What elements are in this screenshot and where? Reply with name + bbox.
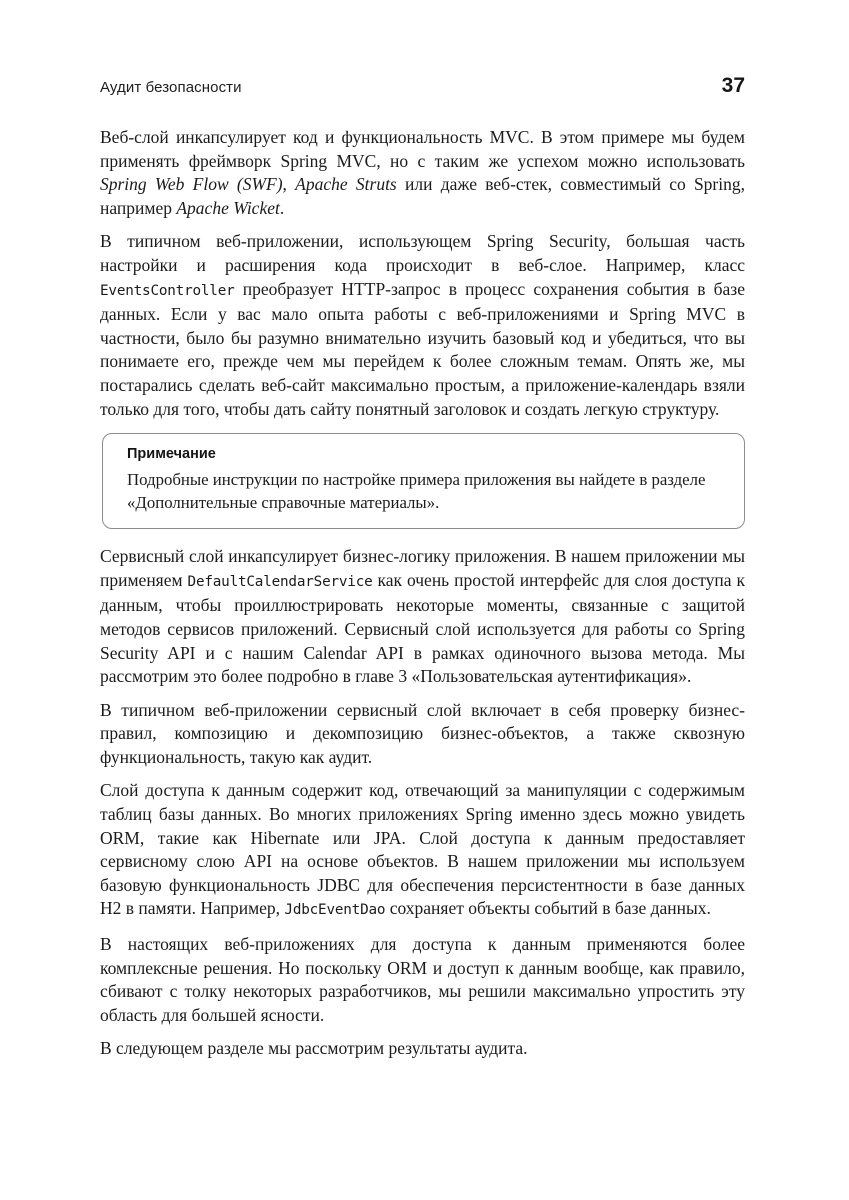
text-run: В настоящих веб-приложениях для доступа к данным применяются более комплексные решения. Но поскольку ORM и доступ к данным вообще, как правило, сбивают с толку некоторых разработчиков, мы решили максимально упростить эту область для большей ясности. xyxy=(100,934,745,1025)
text-run: В типичном веб-приложении сервисный слой включает в себя проверку бизнес-правил, композицию и декомпозицию бизнес-объектов, а также сквозную функциональность, такую как аудит. xyxy=(100,699,745,767)
paragraph xyxy=(100,230,745,421)
note-box xyxy=(102,433,745,529)
paragraph xyxy=(100,699,745,770)
note-text: Подробные инструкции по настройке примера приложения вы найдете в разделе «Дополнительные справочные материалы». xyxy=(127,470,706,512)
italic-text: Apache Wicket xyxy=(176,197,280,218)
text-run: сохраняет объекты событий в базе данных. xyxy=(385,898,711,919)
text-run: преобразует HTTP-запрос в процесс сохранения события в базе данных. Если у вас мало опыта работы с веб-приложениями и Spring MVC в частности, было бы разумно внимательно изучить базовый код и убедиться, что вы понимаете его, прежде чем мы перейдем к более сложным темам. Опять же, мы постарались сделать веб-сайт максимально простым, а приложение-календарь взяли только для того, чтобы дать сайту понятный заголовок и создать легкую структуру. xyxy=(100,278,745,419)
italic-text: Spring Web Flow (SWF) xyxy=(100,174,283,195)
text-run: Слой доступа к данным содержит код, отвечающий за манипуляции с содержимым таблиц базы данных. Во многих приложениях Spring именно здесь можно увидеть ORM, такие как Hibernate или JPA. Слой доступа к данным предоставляет сервисному слою API на основе объектов. В нашем приложении мы используем базовую функциональность JDBC для обеспечения персистентности в базе данных H2 в памяти. Например, xyxy=(100,780,745,919)
text-run: Веб-слой инкапсулирует код и функциональность MVC. В этом примере мы будем применять фреймворк Spring MVC, но с таким же успехом можно использовать xyxy=(100,127,745,171)
italic-text: Apache Struts xyxy=(295,174,397,195)
page-body xyxy=(100,126,745,1061)
inline-code: DefaultCalendarService xyxy=(187,573,373,590)
paragraph xyxy=(100,126,745,220)
running-title: Аудит безопасности xyxy=(100,79,242,96)
page-header xyxy=(100,74,745,98)
text-run: как очень простой интерфейс для слоя доступа к данным, чтобы проиллюстрировать некоторые моменты, связанные с защитой методов сервисов приложений. Сервисный слой используется для работы со Spring Security API и с нашим Calendar API в рамках одиночного вызова метода. Мы рассмотрим это более подробно в главе 3 «Пользовательская аутентификация». xyxy=(100,569,746,687)
note-title: Примечание xyxy=(127,446,216,463)
paragraph xyxy=(100,779,745,923)
page-number: 37 xyxy=(721,74,745,97)
text-run: , xyxy=(282,174,296,195)
paragraph xyxy=(100,933,745,1027)
text-run: В следующем разделе мы рассмотрим результаты аудита. xyxy=(100,1038,528,1059)
paragraph xyxy=(100,545,745,689)
text-run: . xyxy=(279,197,285,218)
paragraph xyxy=(100,1037,745,1061)
inline-code: JdbcEventDao xyxy=(284,902,386,919)
text-run: Сервисный слой инкапсулирует бизнес-логику приложения. В нашем приложении мы применяем xyxy=(100,546,745,590)
inline-code: EventsController xyxy=(100,282,235,299)
text-run: В типичном веб-приложении, использующем Spring Security, большая часть настройки и расширения кода происходит в веб-слое. Например, класс xyxy=(100,231,745,275)
text-run: или даже веб-стек, совместимый со Spring, например xyxy=(100,174,745,218)
